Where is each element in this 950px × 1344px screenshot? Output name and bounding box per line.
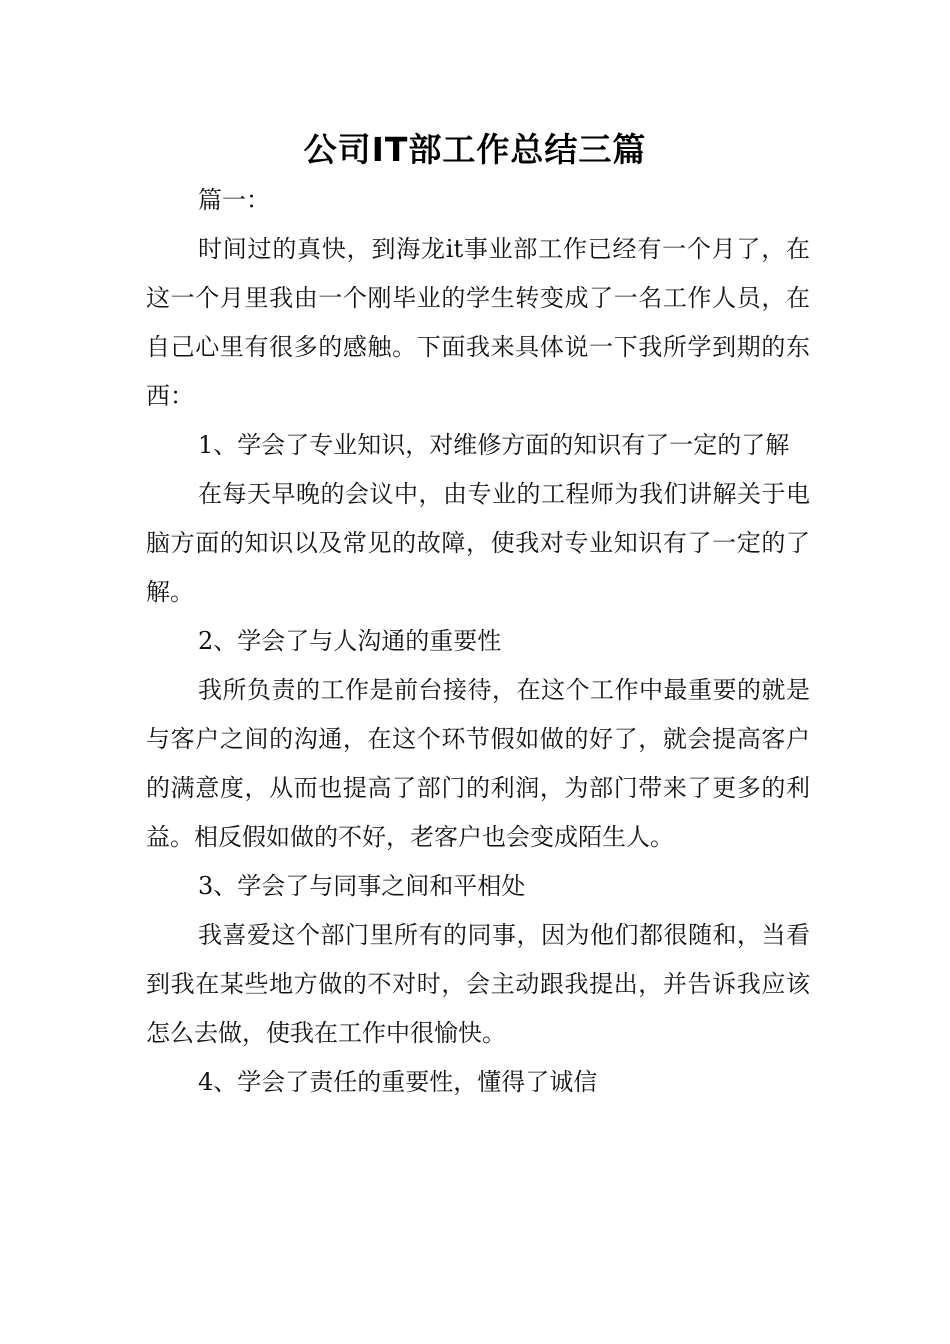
point-heading-2: 2、学会了与人沟通的重要性 [198, 627, 502, 655]
point-heading-3: 3、学会了与同事之间和平相处 [198, 872, 526, 900]
point-heading-1: 1、学会了专业知识，对维修方面的知识有了一定的了解 [198, 431, 790, 459]
document-body [146, 176, 810, 1107]
section-label: 篇一： [198, 186, 270, 214]
document-title: 公司IT部工作总结三篇 [303, 130, 647, 169]
paragraph-point-1: 在每天早晚的会议中，由专业的工程师为我们讲解关于电脑方面的知识以及常见的故障，使我对专业知识有了一定的了解。 [146, 480, 810, 606]
paragraph-intro: 时间过的真快，到海龙it事业部工作已经有一个月了，在这一个月里我由一个刚毕业的学生转变成了一名工作人员，在自己心里有很多的感触。下面我来具体说一下我所学到期的东西： [146, 235, 810, 410]
point-heading-4: 4、学会了责任的重要性，懂得了诚信 [198, 1068, 598, 1096]
paragraph-point-2: 我所负责的工作是前台接待，在这个工作中最重要的就是与客户之间的沟通，在这个环节假如做的好了，就会提高客户的满意度，从而也提高了部门的利润，为部门带来了更多的利益。相反假如做的不好，老客户也会变成陌生人。 [146, 676, 810, 851]
paragraph-point-3: 我喜爱这个部门里所有的同事，因为他们都很随和，当看到我在某些地方做的不对时，会主动跟我提出，并告诉我应该怎么去做，使我在工作中很愉快。 [146, 921, 810, 1047]
